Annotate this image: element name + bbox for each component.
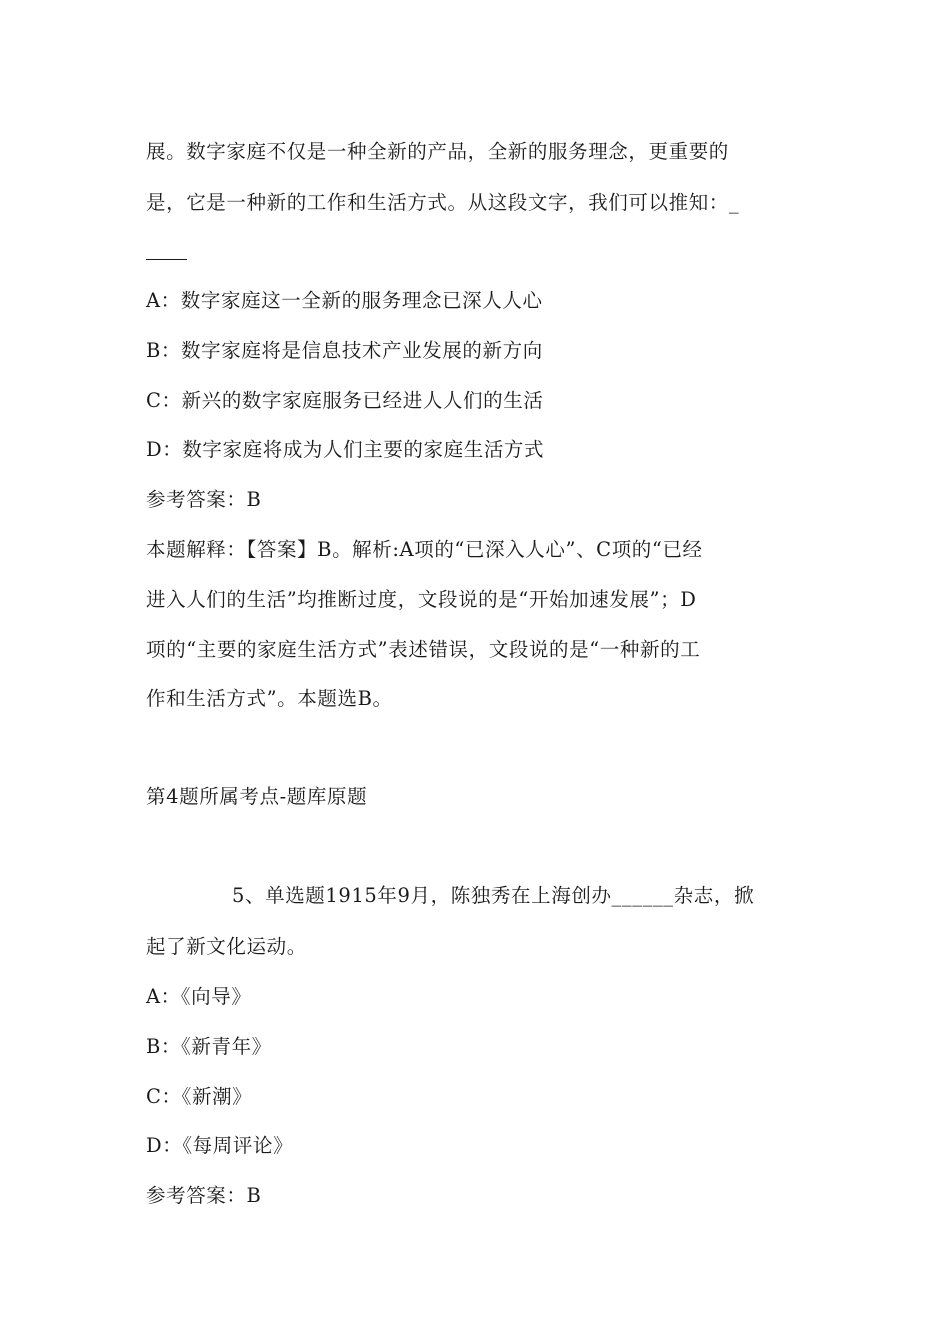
q4-explanation-line-2: 进入人们的生活”均推断过度，文段说的是“开始加速发展”；D bbox=[146, 588, 697, 611]
q4-explanation-line-3: 项的“主要的家庭生活方式”表述错误，文段说的是“一种新的工 bbox=[146, 638, 701, 661]
q5-answer: 参考答案：B bbox=[146, 1184, 262, 1207]
q4-stem-line-1: 展。数字家庭不仅是一种全新的产品，全新的服务理念，更重要的 bbox=[146, 140, 729, 163]
q4-knowledge-point: 第4题所属考点-题库原题 bbox=[146, 785, 368, 808]
q5-option-c: C：《新潮》 bbox=[146, 1085, 253, 1108]
answer-blank-underline bbox=[146, 259, 187, 260]
q5-stem-line-1: 5、单选题1915年9月，陈独秀在上海创办______杂志，掀 bbox=[232, 884, 755, 907]
q4-explanation-line-1: 本题解释：【答案】B。解析:A项的“已深入人心”、C项的“已经 bbox=[146, 538, 703, 561]
q4-option-b: B：数字家庭将是信息技术产业发展的新方向 bbox=[146, 339, 543, 362]
q4-explanation-line-4: 作和生活方式”。本题选B。 bbox=[146, 687, 393, 710]
q4-option-a: A：数字家庭这一全新的服务理念已深人人心 bbox=[146, 289, 543, 312]
q4-option-c: C：新兴的数字家庭服务已经进人人们的生活 bbox=[146, 389, 544, 412]
q5-option-d: D：《每周评论》 bbox=[146, 1134, 294, 1157]
q5-stem-line-2: 起了新文化运动。 bbox=[146, 935, 307, 958]
q4-stem-line-2: 是，它是一种新的工作和生活方式。从这段文字，我们可以推知：_ bbox=[146, 191, 740, 214]
q5-option-a: A：《向导》 bbox=[146, 985, 252, 1008]
q4-option-d: D：数字家庭将成为人们主要的家庭生活方式 bbox=[146, 438, 545, 461]
q5-option-b: B：《新青年》 bbox=[146, 1035, 272, 1058]
q4-answer: 参考答案：B bbox=[146, 488, 262, 511]
